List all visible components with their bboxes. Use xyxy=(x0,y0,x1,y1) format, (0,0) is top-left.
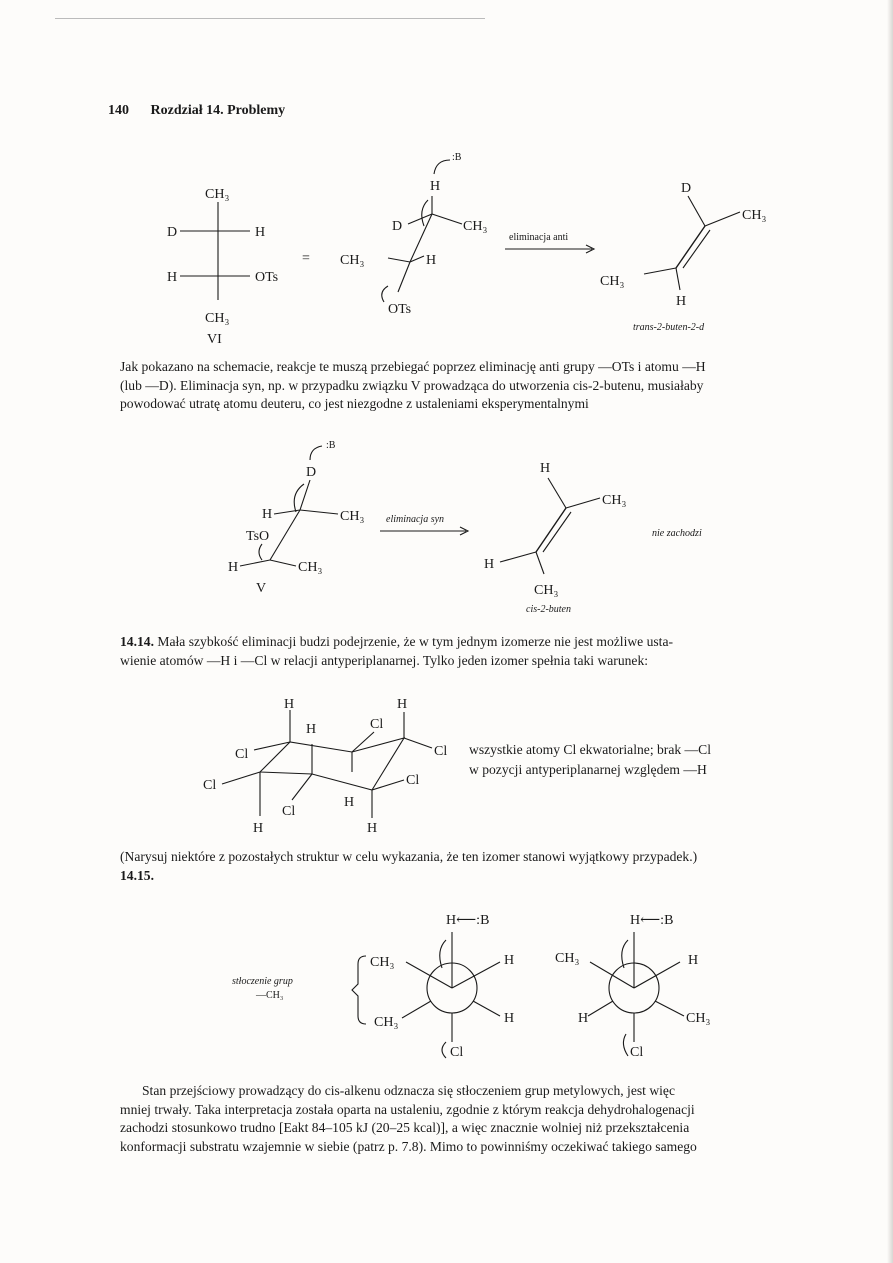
compound-label-vi: VI xyxy=(207,332,222,347)
product2-h-top: H xyxy=(540,461,551,476)
newman1-ch3-b: CH₃ xyxy=(374,1015,399,1030)
arrow-label-syn: eliminacja syn xyxy=(386,514,445,525)
section-14-14 xyxy=(120,633,845,670)
cyc-cl-2: Cl xyxy=(235,747,249,762)
newman2-h-lower: H xyxy=(578,1011,589,1026)
sawhorse2-h: H xyxy=(262,507,273,522)
cyc-cl-5: Cl xyxy=(406,773,420,788)
para3-line4: konformacji substratu wzajemnie w siebie (patrz p. 7.8). Mimo to powinniśmy oczekiwać takiego samego xyxy=(120,1138,697,1154)
page-number: 140 xyxy=(108,103,129,118)
product1-name: trans-2-buten-2-d xyxy=(633,322,705,333)
scheme1-arrow xyxy=(505,232,594,253)
sawhorse-d: D xyxy=(392,219,403,234)
cyc-h-5: H xyxy=(253,821,264,836)
arrow-label-anti: eliminacja anti xyxy=(509,232,569,243)
para3-line3: zachodzi stosunkowo trudno [Eakt 84–105 kJ (20–25 kcal)], a więc znacznie wolniej niż przekształcenia xyxy=(120,1120,690,1135)
sawhorse2-ch3-top: CH₃ xyxy=(340,509,365,524)
scheme2-note: nie zachodzi xyxy=(652,528,702,539)
fischer-right2: OTs xyxy=(255,270,279,285)
fischer-bottom: CH₃ xyxy=(205,311,230,326)
newman2-ch3-b: CH₃ xyxy=(686,1011,711,1026)
product1-ch3-right: CH₃ xyxy=(742,208,767,223)
fischer-left2: H xyxy=(167,270,178,285)
sawhorse2-h-bottom: H xyxy=(228,560,239,575)
para2-text: (Narysuj niektóre z pozostałych struktur w celu wykazania, że ten izomer stanowi wyjątkowy przypadek.) xyxy=(120,849,698,864)
newman1-h-lower: H xyxy=(504,1011,515,1026)
sawhorse-ch3-bottom: CH₃ xyxy=(340,253,365,268)
scheme1-sawhorse xyxy=(340,152,487,317)
newman1-cl: Cl xyxy=(450,1045,464,1060)
cyclohexane-caption xyxy=(469,740,711,780)
cyc-h-1: H xyxy=(284,697,295,712)
cyc-h-6: H xyxy=(367,821,378,836)
para3-line1: Stan przejściowy prowadzący do cis-alkenu odznacza się stłoczeniem grup metylowych, jest więc xyxy=(142,1083,675,1098)
section-14-15-number xyxy=(120,867,845,886)
fischer-right1: H xyxy=(255,225,266,240)
scheme2-arrow xyxy=(380,514,468,535)
fischer-top: CH₃ xyxy=(205,187,230,202)
cyclohexane-chair xyxy=(203,697,447,836)
para1-line3: powodować utratę atomu deuteru, co jest niezgodne z ustaleniami eksperymentalnymi xyxy=(120,396,589,411)
sawhorse2-ch3-bottom: CH₃ xyxy=(298,560,323,575)
product1-d: D xyxy=(681,181,692,196)
equals-sign: = xyxy=(302,251,310,266)
sawhorse-h-top: H xyxy=(430,179,441,194)
fischer-left1: D xyxy=(167,225,178,240)
newman1-base: H⟵:B xyxy=(446,913,490,928)
scheme2-sawhorse xyxy=(228,440,364,596)
sawhorse-ots: OTs xyxy=(388,302,412,317)
product2-ch3-right: CH₃ xyxy=(602,493,627,508)
section-14-15-label: 14.15. xyxy=(120,867,154,883)
base-label-2: :B xyxy=(326,440,336,451)
newman-1 xyxy=(232,913,514,1060)
product1-ch3-left: CH₃ xyxy=(600,274,625,289)
newman2-cl: Cl xyxy=(630,1045,644,1060)
newman1-ch3-a: CH₃ xyxy=(370,955,395,970)
product1-h: H xyxy=(676,294,687,309)
product2-ch3-bottom: CH₃ xyxy=(534,583,559,598)
cyc-h-4: H xyxy=(344,795,355,810)
cyc-cl-6: Cl xyxy=(282,804,296,819)
sawhorse-h-bottom: H xyxy=(426,253,437,268)
sawhorse2-tso: TsO xyxy=(246,529,270,544)
newman2-ch3-a: CH₃ xyxy=(555,951,580,966)
sawhorse2-d: D xyxy=(306,465,317,480)
scheme2-product xyxy=(484,461,702,615)
cyc-h-2: H xyxy=(397,697,408,712)
chapter-title: Rozdział 14. Problemy xyxy=(150,103,286,118)
product2-name: cis-2-buten xyxy=(526,604,571,615)
section-14-14-text1: Mała szybkość eliminacji budzi podejrzenie, że w tym jednym izomerze nie jest możliwe usta- xyxy=(157,634,674,649)
cyc-h-3: H xyxy=(306,722,317,737)
scheme1-fischer xyxy=(167,187,310,347)
base-label-1: :B xyxy=(452,152,462,163)
section-14-14-line1 xyxy=(120,633,845,652)
newman-2 xyxy=(555,913,710,1060)
cyc-cl-4: Cl xyxy=(203,778,217,793)
para1-line2: (lub —D). Eliminacja syn, np. w przypadku związku V prowadząca do utworzenia cis-2-butenu, musiałaby xyxy=(120,377,704,393)
cyclohexane-caption-line2: w pozycji antyperiplanarnej względem —H xyxy=(469,762,707,777)
cyclohexane-caption-line1: wszystkie atomy Cl ekwatorialne; brak —Cl xyxy=(469,742,711,757)
crowding-label-2: —CH₃ xyxy=(256,990,284,1001)
paragraph-3 xyxy=(120,1082,845,1156)
product2-h-left: H xyxy=(484,557,495,572)
paragraph-1 xyxy=(120,358,845,414)
para3-line2: mniej trwały. Taka interpretacja została oparta na ustaleniu, zgodnie z którym reakcja dehydrohalogenacji xyxy=(120,1101,695,1117)
paragraph-2 xyxy=(120,848,845,885)
newman1-h-right: H xyxy=(504,953,515,968)
section-14-14-number: 14.14. xyxy=(120,634,154,649)
cyc-cl-3: Cl xyxy=(434,744,448,759)
newman2-h-right: H xyxy=(688,953,699,968)
para1-line1: Jak pokazano na schemacie, reakcje te muszą przebiegać poprzez eliminację anti grupy —OTs i atomu —H xyxy=(120,359,706,374)
compound-label-v: V xyxy=(256,581,267,596)
section-14-14-line2: wienie atomów —H i —Cl w relacji antyperiplanarnej. Tylko jeden izomer spełnia taki warunek: xyxy=(120,652,649,668)
newman2-base: H⟵:B xyxy=(630,913,674,928)
crowding-label-1: stłoczenie grup xyxy=(232,976,293,987)
scheme1-product xyxy=(600,181,766,333)
sawhorse-ch3-top: CH₃ xyxy=(463,219,488,234)
cyc-cl-1: Cl xyxy=(370,717,384,732)
